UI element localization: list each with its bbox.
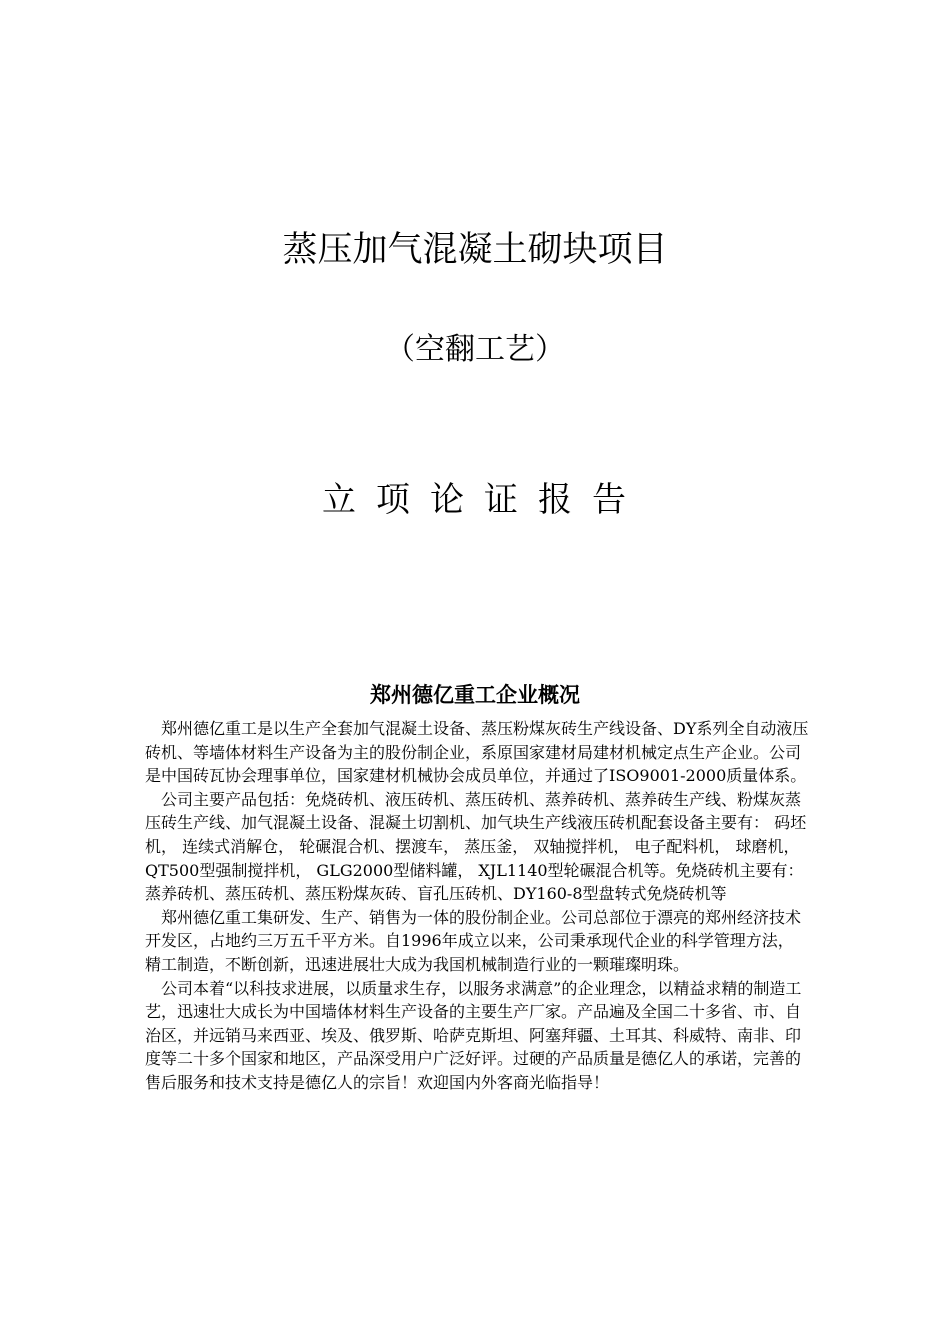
paragraph-products: 公司主要产品包括：免烧砖机、液压砖机、蒸压砖机、蒸养砖机、蒸养砖生产线、粉煤灰蒸压砖生产线、加气混凝土设备、混凝土切割机、加气块生产线液压砖机配套设备主要有： 码坯机， 连续式消解仓， 轮碾混合机、摆渡车， 蒸压釜， 双轴搅拌机， 电子配料机， 球磨机， QT500型强制搅拌机， GLG2000型储料罐， XJL1140型轮碾混合机等。免烧砖机主要有： 蒸养砖机、蒸压砖机、蒸压粉煤灰砖、盲孔压砖机、DY160-8型盘转式免烧砖机等	[145, 789, 807, 904]
paragraph-philosophy: 公司本着“以科技求进展，以质量求生存，以服务求满意”的企业理念，以精益求精的制造工艺，迅速壮大成长为中国墙体材料生产设备的主要生产厂家。产品遍及全国二十多省、市、自治区，并远销马来西亚、埃及、俄罗斯、哈萨克斯坦、阿塞拜疆、土耳其、科威特、南非、印度等二十多个国家和地区，产品深受用户广泛好评。过硬的产品质量是德亿人的承诺，完善的售后服务和技术支持是德亿人的宗旨！欢迎国内外客商光临指导！	[145, 978, 802, 1092]
paragraph-intro: 郑州德亿重工是以生产全套加气混凝土设备、蒸压粉煤灰砖生产线设备、DY系列全自动液压砖机、等墙体材料生产设备为主的股份制企业，系原国家建材局建材机械定点生产企业。公司是中国砖瓦协会理事单位，国家建材机械协会成员单位，并通过了ISO9001-2000质量体系。	[145, 719, 809, 786]
paragraph-company-history: 郑州德亿重工集研发、生产、销售为一体的股份制企业。公司总部位于漂亮的郑州经济技术开发区，占地约三万五千平方米。自1996年成立以来，公司秉承现代企业的科学管理方法，精工制造，不断创新，迅速进展壮大成为我国机械制造行业的一颗璀璨明珠。	[145, 907, 802, 974]
company-overview-text	[145, 717, 809, 1095]
sub-title: （空翻工艺）	[385, 332, 565, 367]
main-title: 蒸压加气混凝土砌块项目	[282, 230, 668, 270]
section-heading: 郑州德亿重工企业概况	[370, 683, 580, 707]
report-title: 立项论证报告	[322, 480, 646, 520]
